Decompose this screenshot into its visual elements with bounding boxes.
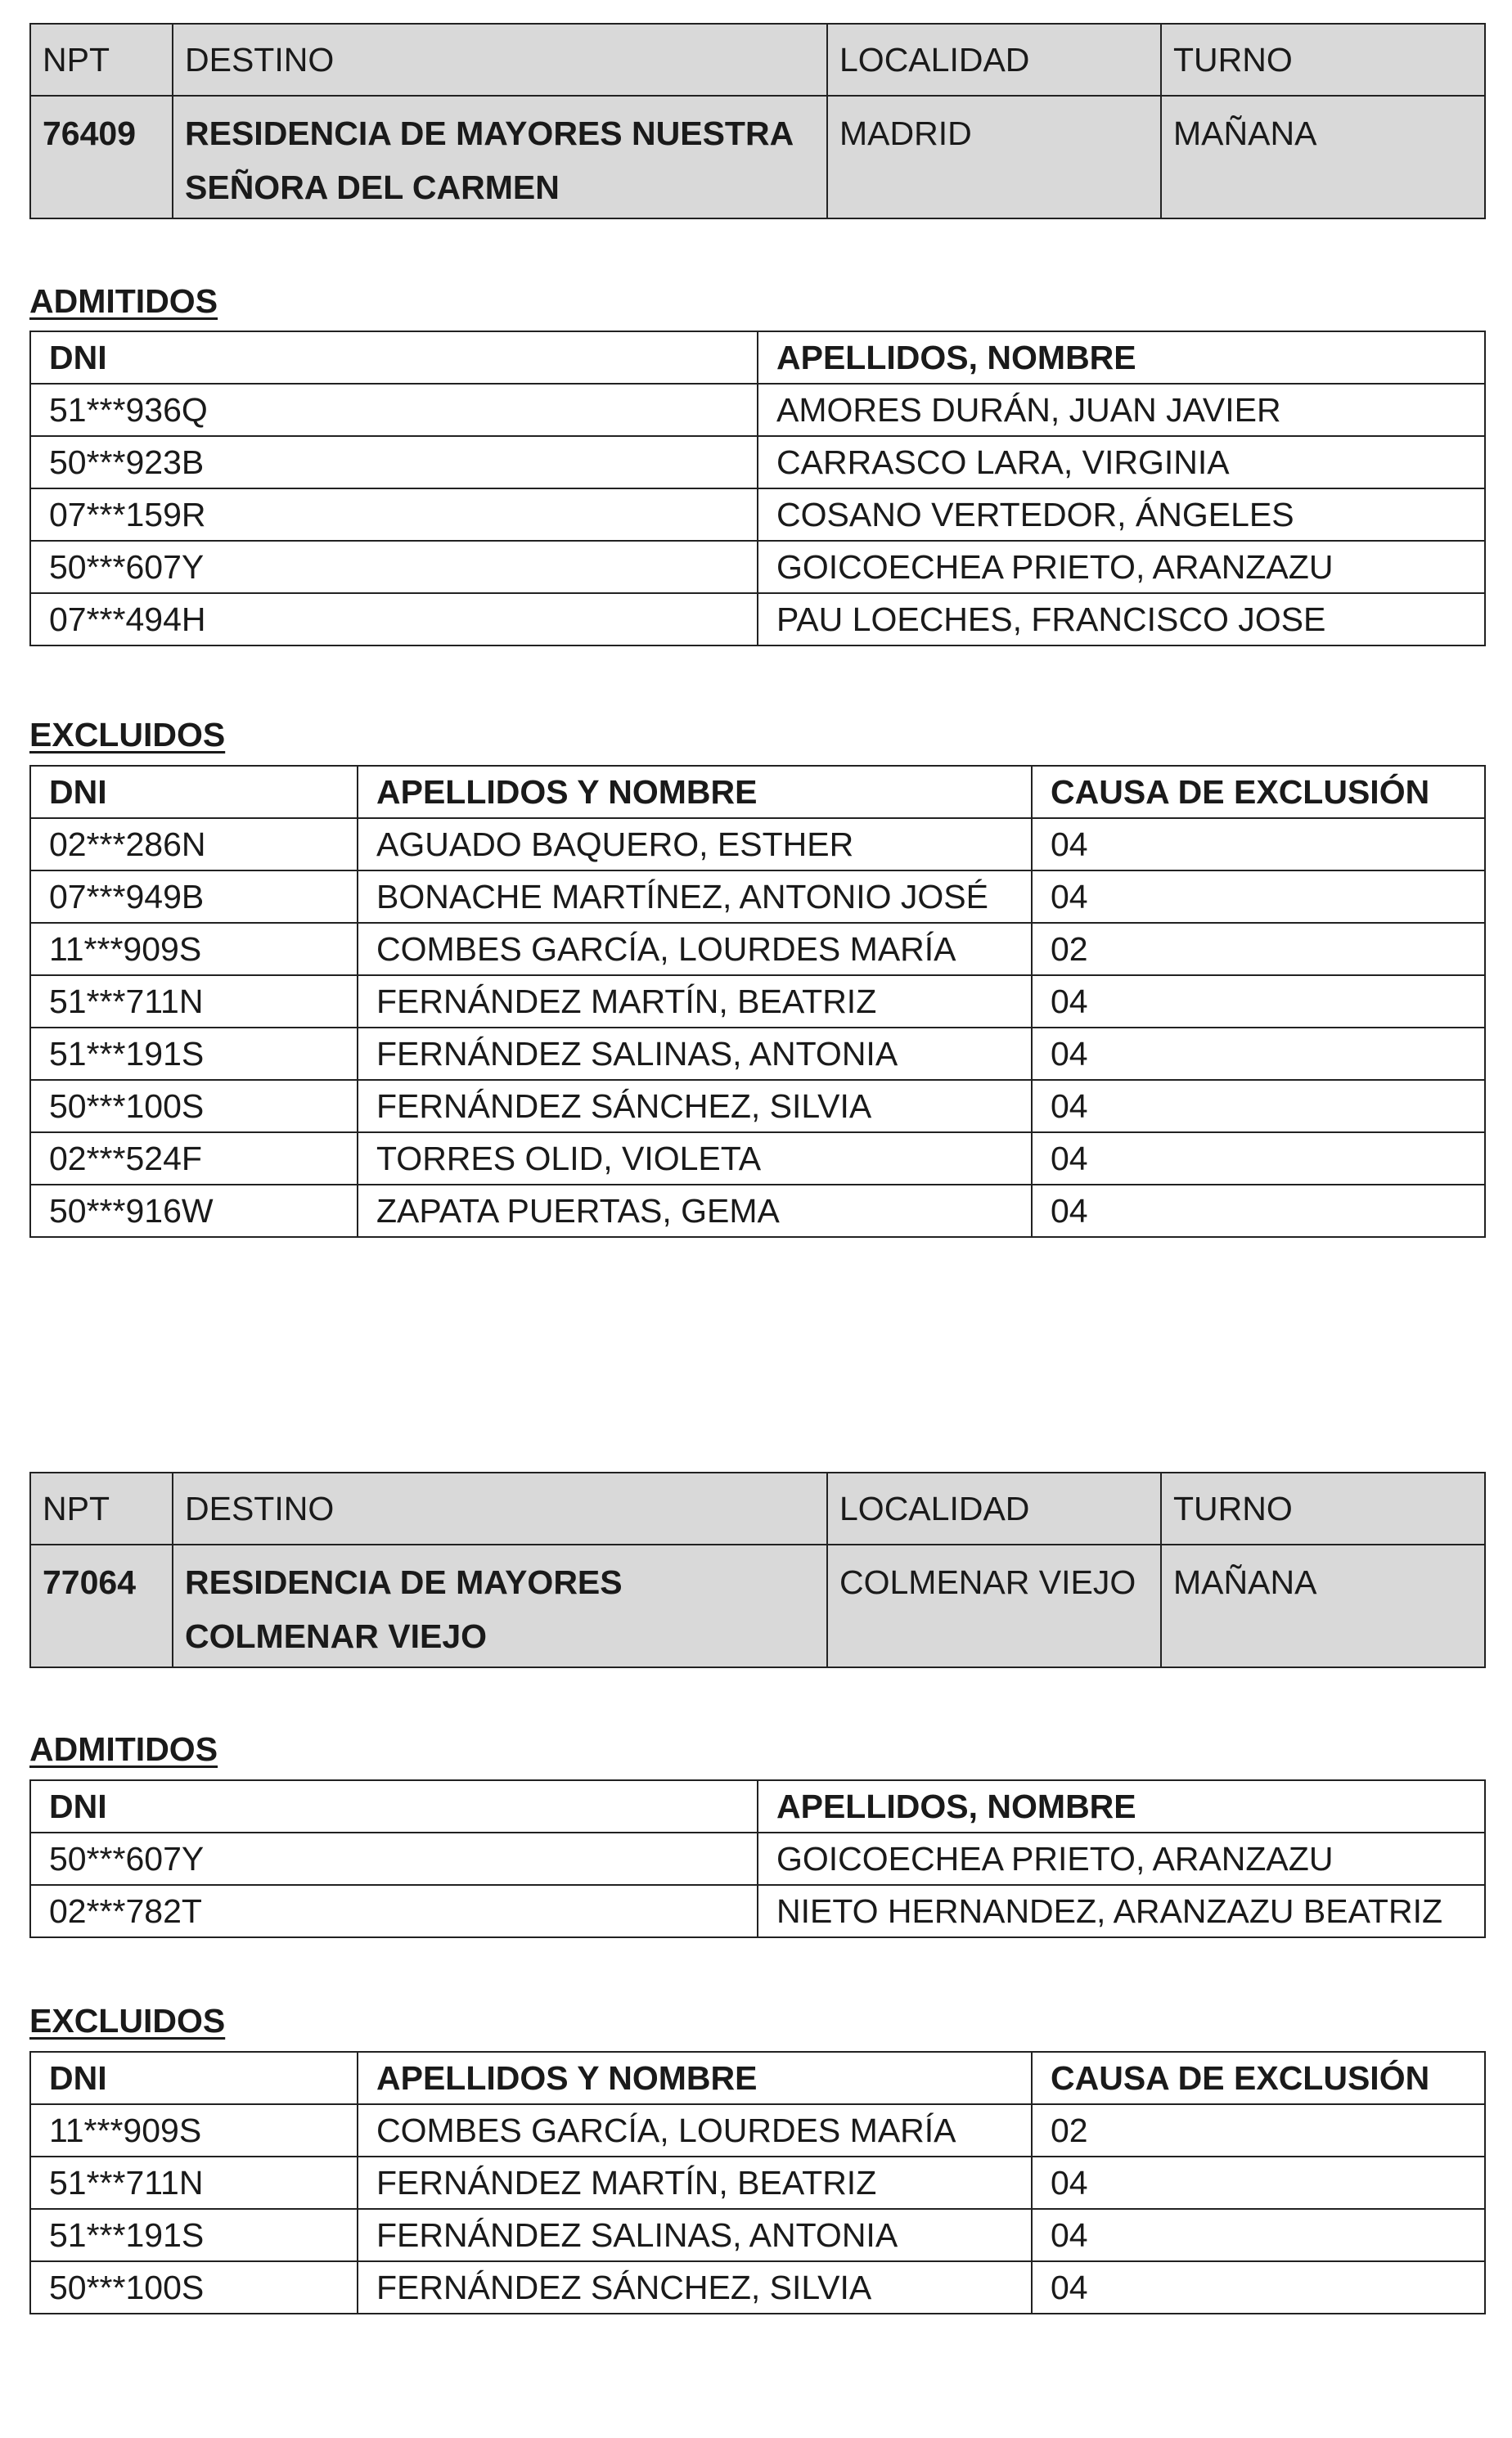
apellidos-nombre-header: APELLIDOS, NOMBRE (758, 331, 1485, 384)
dni-cell: 07***494H (30, 593, 758, 645)
causa-cell: 04 (1032, 1132, 1485, 1185)
destino-header: DESTINO (173, 24, 827, 96)
dni-cell: 51***191S (30, 2209, 358, 2261)
nombre-cell: COMBES GARCÍA, LOURDES MARÍA (358, 923, 1032, 975)
apellidos-nombre-header: APELLIDOS Y NOMBRE (358, 2052, 1032, 2104)
causa-cell: 04 (1032, 818, 1485, 870)
npt-header: NPT (30, 24, 173, 96)
causa-cell: 04 (1032, 975, 1485, 1028)
npt-value: 76409 (30, 96, 173, 218)
excluidos-header-row (30, 2052, 1485, 2104)
table-row (30, 1132, 1485, 1185)
table-row (30, 818, 1485, 870)
nombre-cell: FERNÁNDEZ MARTÍN, BEATRIZ (358, 975, 1032, 1028)
dni-cell: 11***909S (30, 2104, 358, 2157)
dni-cell: 50***607Y (30, 541, 758, 593)
destino-table-1 (29, 23, 1486, 219)
table-row (30, 436, 1485, 488)
dni-cell: 07***159R (30, 488, 758, 541)
excluidos-table-1 (29, 765, 1486, 1238)
admitidos-table-1 (29, 331, 1486, 646)
dni-cell: 50***100S (30, 1080, 358, 1132)
causa-cell: 04 (1032, 870, 1485, 923)
table-row (30, 1885, 1485, 1937)
dni-cell: 02***524F (30, 1132, 358, 1185)
admitidos-table-2 (29, 1779, 1486, 1938)
nombre-cell: FERNÁNDEZ MARTÍN, BEATRIZ (358, 2157, 1032, 2209)
destino-data-row (30, 1545, 1485, 1667)
admitidos-title-1: ADMITIDOS (29, 282, 218, 320)
nombre-cell: COSANO VERTEDOR, ÁNGELES (758, 488, 1485, 541)
nombre-cell: CARRASCO LARA, VIRGINIA (758, 436, 1485, 488)
destino-header-row (30, 1473, 1485, 1545)
dni-cell: 51***191S (30, 1028, 358, 1080)
admitidos-title-2: ADMITIDOS (29, 1730, 218, 1768)
table-row (30, 1185, 1485, 1237)
destino-data-row (30, 96, 1485, 218)
causa-cell: 04 (1032, 2261, 1485, 2314)
excluidos-table-2 (29, 2051, 1486, 2314)
causa-cell: 04 (1032, 2157, 1485, 2209)
dni-cell: 11***909S (30, 923, 358, 975)
table-row (30, 2261, 1485, 2314)
localidad-header: LOCALIDAD (827, 24, 1161, 96)
dni-cell: 51***711N (30, 2157, 358, 2209)
nombre-cell: FERNÁNDEZ SÁNCHEZ, SILVIA (358, 2261, 1032, 2314)
dni-header: DNI (30, 1780, 758, 1833)
dni-cell: 50***100S (30, 2261, 358, 2314)
dni-cell: 02***782T (30, 1885, 758, 1937)
nombre-cell: GOICOECHEA PRIETO, ARANZAZU (758, 1833, 1485, 1885)
destino-header-row (30, 24, 1485, 96)
destino-header: DESTINO (173, 1473, 827, 1545)
causa-header: CAUSA DE EXCLUSIÓN (1032, 2052, 1485, 2104)
causa-cell: 04 (1032, 1080, 1485, 1132)
table-row (30, 541, 1485, 593)
turno-header: TURNO (1161, 24, 1485, 96)
turno-value: MAÑANA (1161, 96, 1485, 218)
localidad-header: LOCALIDAD (827, 1473, 1161, 1545)
turno-value: MAÑANA (1161, 1545, 1485, 1667)
table-row (30, 2209, 1485, 2261)
table-row (30, 488, 1485, 541)
nombre-cell: NIETO HERNANDEZ, ARANZAZU BEATRIZ (758, 1885, 1485, 1937)
nombre-cell: FERNÁNDEZ SALINAS, ANTONIA (358, 1028, 1032, 1080)
admitidos-header-row (30, 331, 1485, 384)
excluidos-title-2: EXCLUIDOS (29, 2002, 226, 2040)
localidad-value: COLMENAR VIEJO (827, 1545, 1161, 1667)
dni-cell: 50***923B (30, 436, 758, 488)
excluidos-title-1: EXCLUIDOS (29, 716, 226, 753)
nombre-cell: FERNÁNDEZ SÁNCHEZ, SILVIA (358, 1080, 1032, 1132)
dni-cell: 51***936Q (30, 384, 758, 436)
causa-cell: 04 (1032, 1028, 1485, 1080)
dni-cell: 07***949B (30, 870, 358, 923)
table-row (30, 1028, 1485, 1080)
table-row (30, 384, 1485, 436)
nombre-cell: FERNÁNDEZ SALINAS, ANTONIA (358, 2209, 1032, 2261)
excluidos-header-row (30, 766, 1485, 818)
destino-value: RESIDENCIA DE MAYORES NUESTRA SEÑORA DEL CARMEN (173, 96, 827, 218)
nombre-cell: ZAPATA PUERTAS, GEMA (358, 1185, 1032, 1237)
admitidos-header-row (30, 1780, 1485, 1833)
causa-cell: 04 (1032, 1185, 1485, 1237)
apellidos-nombre-header: APELLIDOS, NOMBRE (758, 1780, 1485, 1833)
dni-header: DNI (30, 331, 758, 384)
dni-cell: 02***286N (30, 818, 358, 870)
causa-cell: 04 (1032, 2209, 1485, 2261)
dni-cell: 50***916W (30, 1185, 358, 1237)
dni-cell: 51***711N (30, 975, 358, 1028)
apellidos-nombre-header: APELLIDOS Y NOMBRE (358, 766, 1032, 818)
table-row (30, 1833, 1485, 1885)
dni-cell: 50***607Y (30, 1833, 758, 1885)
nombre-cell: TORRES OLID, VIOLETA (358, 1132, 1032, 1185)
table-row (30, 1080, 1485, 1132)
table-row (30, 923, 1485, 975)
nombre-cell: PAU LOECHES, FRANCISCO JOSE (758, 593, 1485, 645)
npt-value: 77064 (30, 1545, 173, 1667)
causa-cell: 02 (1032, 2104, 1485, 2157)
table-row (30, 2157, 1485, 2209)
table-row (30, 593, 1485, 645)
table-row (30, 2104, 1485, 2157)
nombre-cell: BONACHE MARTÍNEZ, ANTONIO JOSÉ (358, 870, 1032, 923)
dni-header: DNI (30, 766, 358, 818)
dni-header: DNI (30, 2052, 358, 2104)
npt-header: NPT (30, 1473, 173, 1545)
nombre-cell: GOICOECHEA PRIETO, ARANZAZU (758, 541, 1485, 593)
nombre-cell: COMBES GARCÍA, LOURDES MARÍA (358, 2104, 1032, 2157)
nombre-cell: AGUADO BAQUERO, ESTHER (358, 818, 1032, 870)
causa-header: CAUSA DE EXCLUSIÓN (1032, 766, 1485, 818)
causa-cell: 02 (1032, 923, 1485, 975)
table-row (30, 975, 1485, 1028)
localidad-value: MADRID (827, 96, 1161, 218)
destino-table-2 (29, 1472, 1486, 1668)
destino-value: RESIDENCIA DE MAYORES COLMENAR VIEJO (173, 1545, 827, 1667)
table-row (30, 870, 1485, 923)
nombre-cell: AMORES DURÁN, JUAN JAVIER (758, 384, 1485, 436)
turno-header: TURNO (1161, 1473, 1485, 1545)
